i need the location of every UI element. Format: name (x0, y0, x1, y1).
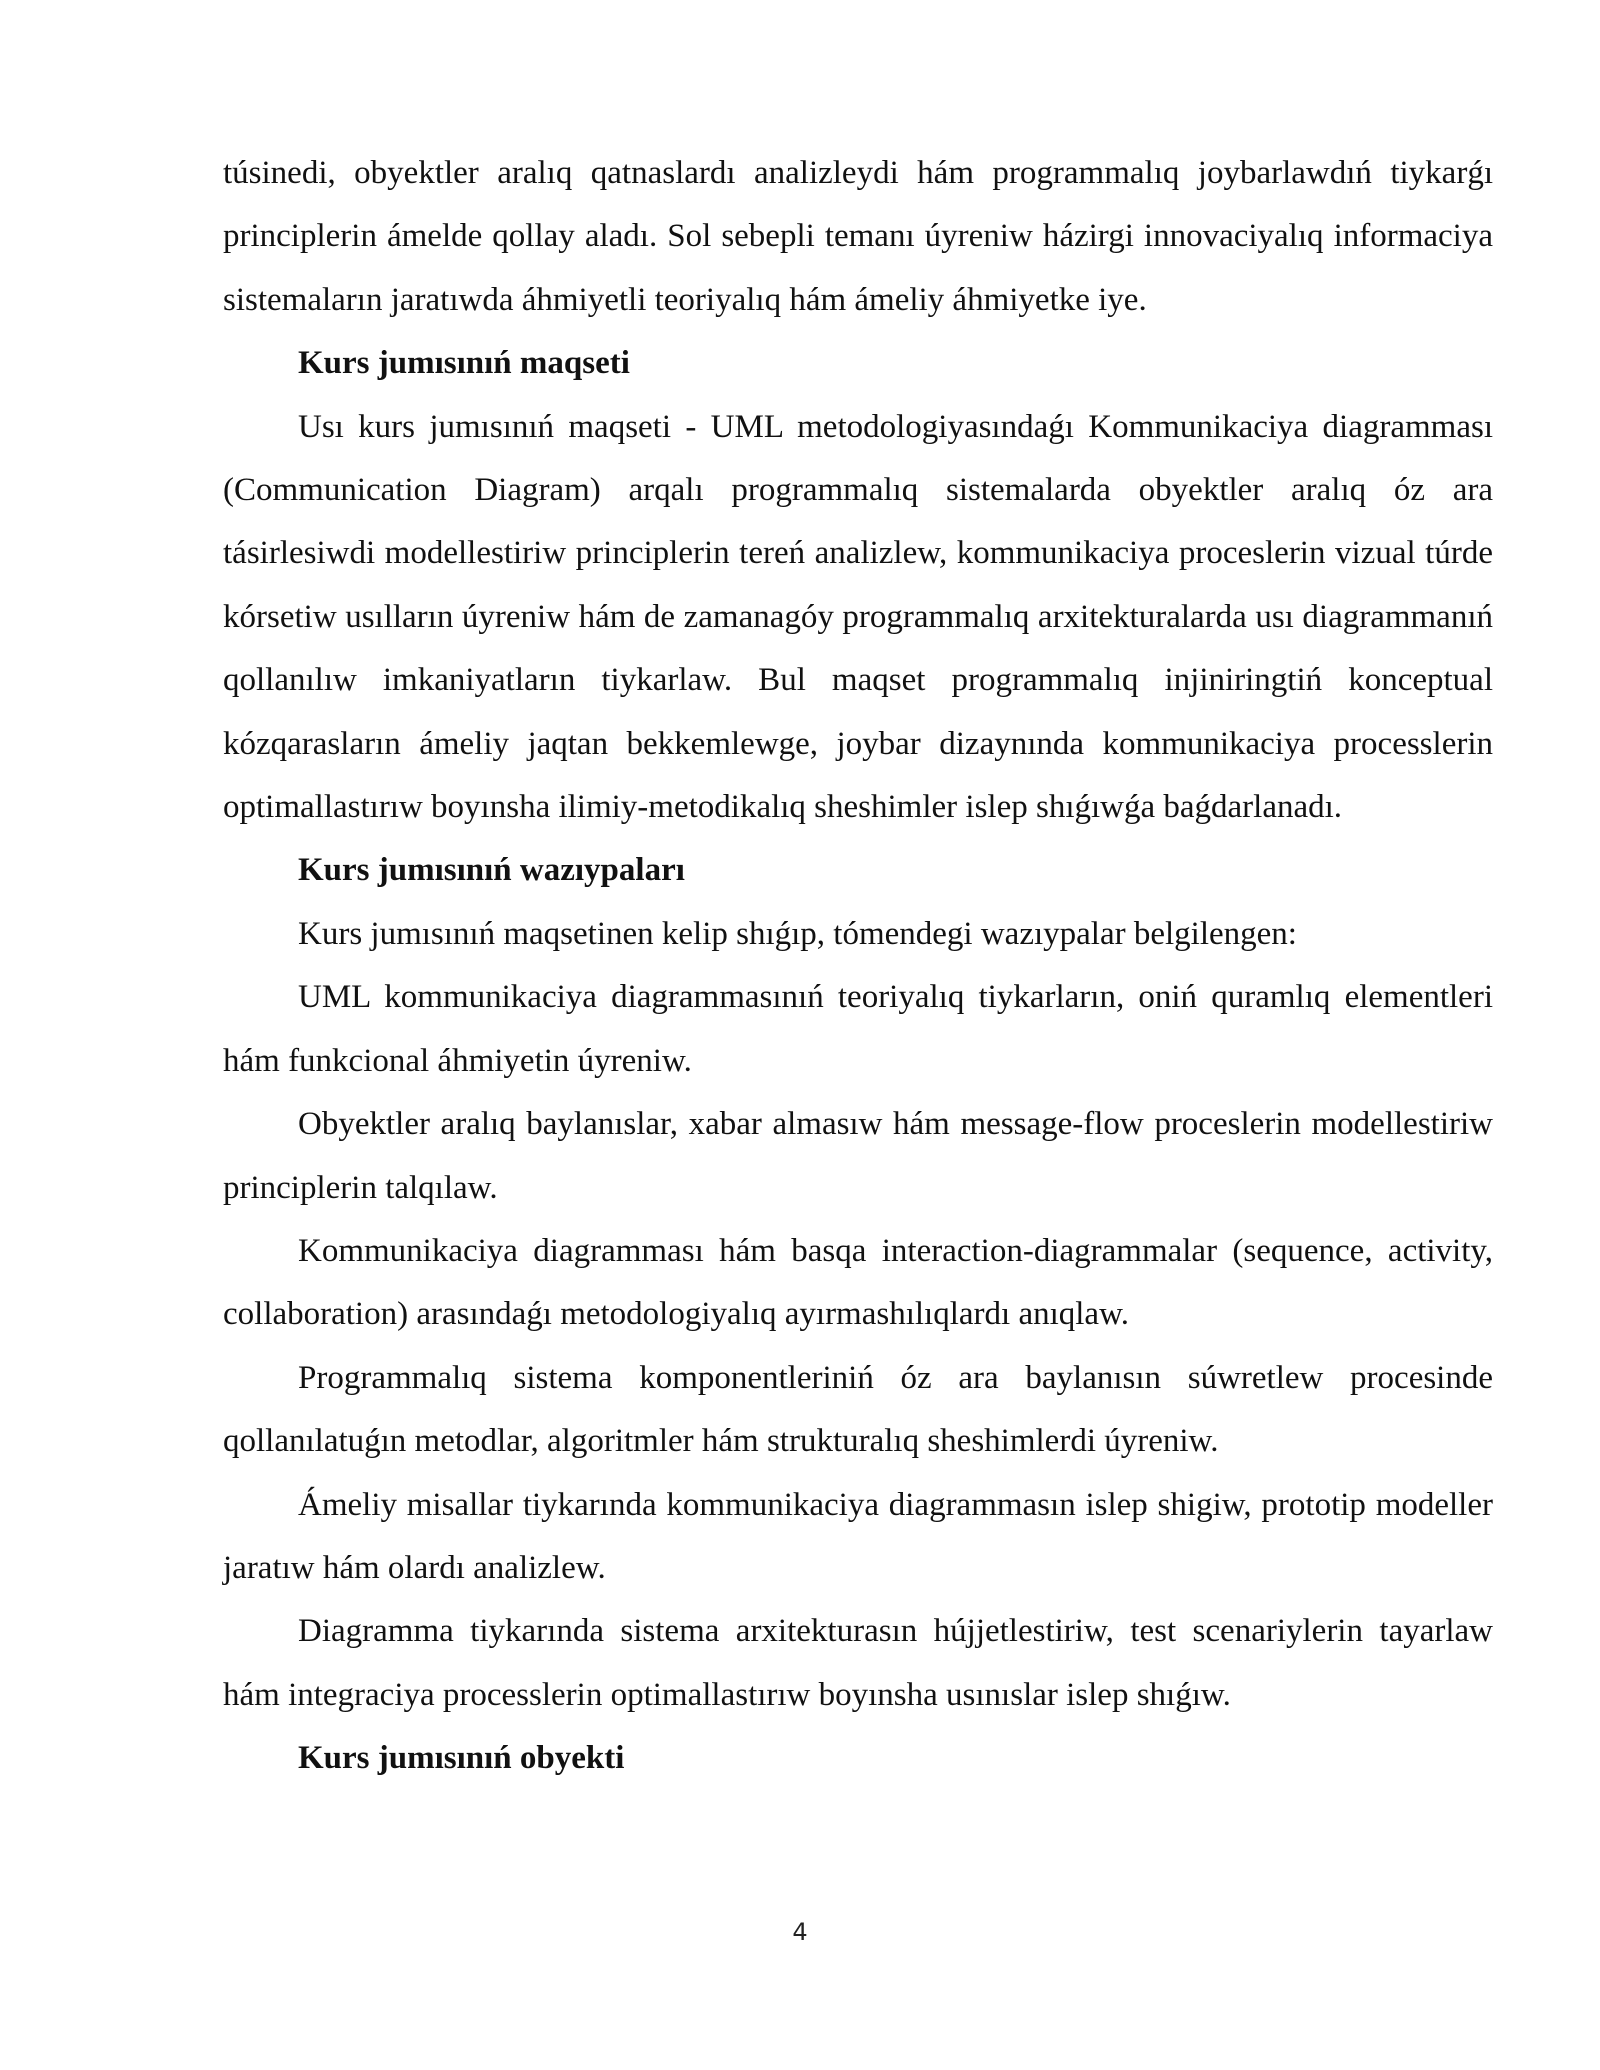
page-content (223, 142, 1493, 1791)
task-item-2: Obyektler aralıq baylanıslar, xabar almasıw hám message-flow proceslerin modellestiriw principlerin talqılaw. (223, 1106, 1493, 1206)
page-number: 4 (792, 1918, 808, 1946)
task-item-6: Diagramma tiykarında sistema arxitekturasın hújjetlestiriw, test scenariylerin tayarlaw hám integraciya processlerin optimallastırıw boyınsha usınıslar islep shıǵıw. (223, 1613, 1493, 1713)
task-item-3: Kommunikaciya diagramması hám basqa interaction-diagrammalar (sequence, activity, collaboration) arasındaǵı metodologiyalıq ayırmashılıqlardı anıqlaw. (223, 1232, 1493, 1333)
tasks-intro-paragraph: Kurs jumısınıń maqsetinen kelip shıǵıp, tómendegi wazıypalar belgilengen: (298, 915, 1297, 952)
goal-heading: Kurs jumısınıń maqseti (298, 345, 630, 382)
intro-continuation-paragraph: túsinedi, obyektler aralıq qatnaslardı analizleydi hám programmalıq joybarlawdıń tiykarǵı principlerin ámelde qollay aladı. Sol sebepli temanı úyreniw házirgi innovaciyalıq informaciya sistemaların jaratıwda áhmiyetli teoriyalıq hám ámeliy áhmiyetke iye. (223, 155, 1493, 318)
object-heading: Kurs jumısınıń obyekti (298, 1740, 625, 1777)
task-item-5: Ámeliy misallar tiykarında kommunikaciya diagrammasın islep shigiw, prototip modeller jaratıw hám olardı analizlew. (223, 1486, 1493, 1586)
goal-paragraph: Usı kurs jumısınıń maqseti - UML metodologiyasındaǵı Kommunikaciya diagramması (Communication Diagram) arqalı programmalıq sistemalarda obyektler aralıq óz ara tásirlesiwdi modellestiriw principlerin tereń analizlew, kommunikaciya proceslerin vizual túrde kórsetiw usılların úyreniw hám de zamanagóy programmalıq arxitekturalarda usı diagrammanıń qollanılıw imkaniyatların tiykarlaw. Bul maqset programmalıq injiniringtiń konceptual kózqarasların ámeliy jaqtan bekkemlewge, joybar dizaynında kommunikaciya processlerin optimallastırıw boyınsha ilimiy-metodikalıq sheshimler islep shıǵıwǵa baǵdarlanadı. (223, 408, 1493, 826)
task-item-1: UML kommunikaciya diagrammasınıń teoriyalıq tiykarların, oniń quramlıq elementleri hám funkcional áhmiyetin úyreniw. (223, 979, 1493, 1079)
tasks-heading: Kurs jumısınıń wazıypaları (298, 852, 685, 889)
task-item-4: Programmalıq sistema komponentleriniń óz ara baylanısın súwretlew procesinde qollanılatuǵın metodlar, algoritmler hám strukturalıq sheshimlerdi úyreniw. (223, 1359, 1493, 1460)
